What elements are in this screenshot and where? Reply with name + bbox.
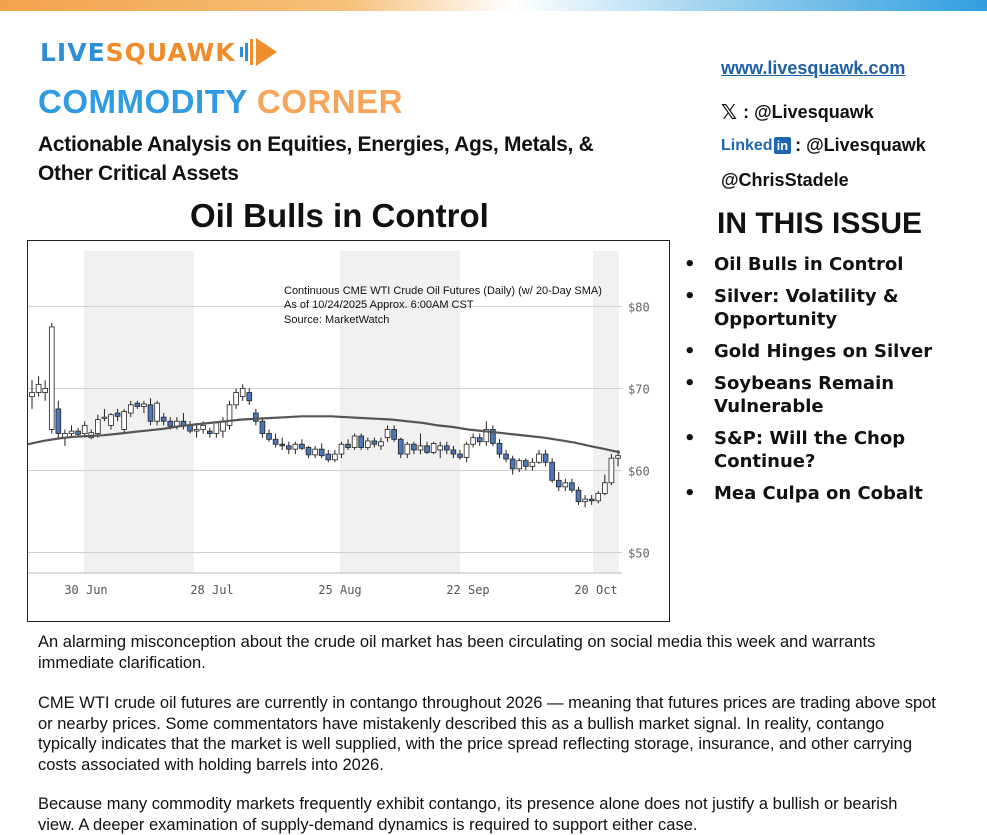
candle [504,450,509,462]
candle [260,417,265,438]
x-logo-icon: 𝕏 [721,100,738,124]
issue-list [684,253,984,514]
x-handle: : @Livesquawk [743,101,874,122]
issue-item[interactable]: • Silver: Volatility & Opportunity [684,285,984,331]
candle [537,450,542,464]
issue-item[interactable]: • Soybeans Remain Vulnerable [684,372,984,418]
candle [240,384,245,400]
chart-shade-band [84,251,194,573]
candle [253,409,258,425]
candle [306,446,311,458]
x-handle-row[interactable] [721,100,874,124]
issue-item[interactable]: • Mea Culpa on Cobalt [684,482,984,505]
candle [43,380,48,401]
candle [332,450,337,462]
candle [207,428,212,438]
candle [484,421,489,446]
x-tick-label: 30 Jun [64,583,108,597]
candle [313,446,318,458]
linkedin-logo-icon: Linked in [721,137,791,155]
logo-text: LIVESQUAWK [40,37,236,67]
x-tick-label: 25 Aug [318,583,362,597]
candle [319,443,324,458]
candle [267,429,272,441]
candle [543,450,548,466]
candle [286,442,291,454]
chart-date-note: As of 10/24/2025 Approx. 6:00AM CST [284,299,474,311]
candle [326,450,331,462]
issue-item[interactable]: • Oil Bulls in Control [684,253,984,276]
x-tick-label: 22 Sep [446,583,490,597]
candle [300,439,305,450]
candle [523,458,528,470]
chart-source: Source: MarketWatch [284,314,390,326]
website-link[interactable]: www.livesquawk.com [721,58,906,78]
candle [464,442,469,463]
candle [293,442,298,454]
candle [563,479,568,491]
candle [497,439,502,458]
candle [76,428,81,436]
candle [609,454,614,485]
chart-title: Continuous CME WTI Crude Oil Futures (Daily) (w/ 20-Day SMA) [284,285,602,297]
candle [550,458,555,483]
issue-item[interactable]: • Gold Hinges on Silver [684,340,984,363]
candle [56,401,61,438]
candle [510,456,515,475]
candle [431,442,436,454]
y-tick-label: $70 [628,382,650,397]
candle [49,323,54,434]
candle [36,376,41,397]
subtitle: Actionable Analysis on Equities, Energies, Ags, Metals, & Other Critical Assets [38,133,594,185]
article-headline: Oil Bulls in Control [190,197,489,234]
body-paragraph: Because many commodity markets frequently exhibit contango, its presence alone does not justify a bullish or bearish view. A deeper examination of supply-demand dynamics is required to support either case. [38,795,898,834]
candle [359,434,364,450]
candle [280,438,285,450]
body-paragraph: CME WTI crude oil futures are currently in contango throughout 2026 — meaning that futures prices are trading above spot or nearby prices. Some commentators have mistakenly described this as a bullish market signal. In reality, contango typically indicates that the market is well supplied, with the price spread reflecting storage, insurance, and other carrying costs associated with holding barrels into 2026. [38,694,936,774]
candle [234,388,239,409]
candle [530,458,535,470]
top-gradient-bar [0,0,987,11]
candle [30,380,35,409]
body-paragraph: An alarming misconception about the crude oil market has been circulating on social media this week and warrants immediate clarification. [38,633,876,672]
candle [221,417,226,438]
in-this-issue-heading: IN THIS ISSUE [717,207,923,240]
linkedin-handle: : @Livesquawk [795,135,926,155]
candle [471,434,476,448]
candle [570,479,575,493]
series-title: COMMODITY CORNER [38,83,403,120]
x-tick-label: 28 Jul [190,583,234,597]
chart-shade-band [593,251,619,573]
candle [576,487,581,505]
oil-price-chart [27,240,670,622]
candle [214,421,219,437]
chart-svg [28,241,669,621]
y-tick-label: $80 [628,300,650,315]
candle [490,425,495,446]
candle [477,434,482,446]
candle [273,434,278,448]
candle [583,495,588,507]
y-tick-label: $60 [628,464,650,479]
y-tick-label: $50 [628,546,650,561]
author-handle[interactable]: @ChrisStadele [721,170,849,190]
candle [247,388,252,404]
candle [556,472,561,491]
candle [227,401,232,430]
audio-play-icon [239,37,279,67]
livesquawk-logo[interactable] [40,36,279,68]
linkedin-handle-row[interactable] [721,135,926,156]
x-tick-label: 20 Oct [574,583,618,597]
issue-item[interactable]: • S&P: Will the Chop Continue? [684,427,984,473]
candle [352,434,357,450]
